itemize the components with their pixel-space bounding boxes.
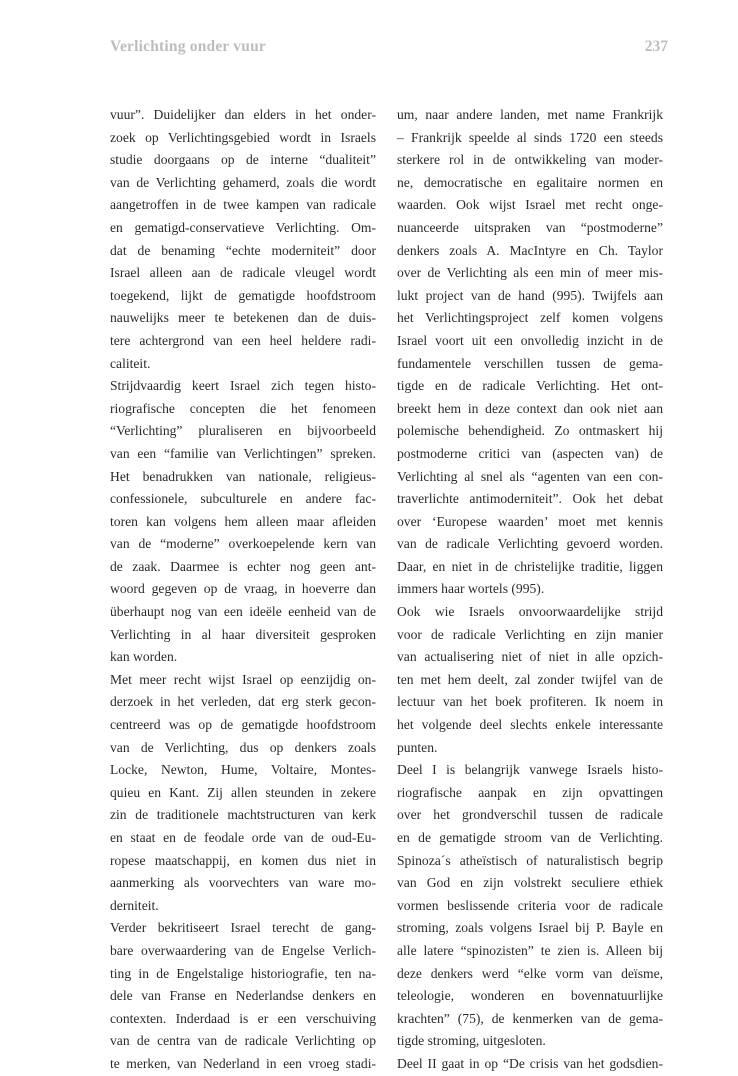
text-line: te merken, van Nederland in een vroeg stadi- <box>110 1055 376 1071</box>
text-line: Israel voort uit een onvolledig inzicht in de <box>397 332 663 348</box>
text-line: tigde en de radicale Verlichting. Het ont- <box>397 378 663 394</box>
text-line: over de Verlichting als een min of meer mis- <box>397 265 663 281</box>
text-line: Locke, Newton, Hume, Voltaire, Montes- <box>110 762 376 778</box>
text-line: lectuur van het boek profiteren. Ik noem in <box>397 694 663 710</box>
text-column-left <box>110 104 376 1076</box>
text-line: nauwelijks meer te betekenen dan de duis- <box>110 310 376 326</box>
text-line: toegekend, lijkt de gematigde hoofdstroom <box>110 287 376 303</box>
text-line: aanmerking als voorvechters van ware mo- <box>110 875 376 891</box>
text-line: riografische concepten die het fenomeen <box>110 400 376 416</box>
text-line: en staat en de feodale orde van de oud-Eu- <box>110 830 376 845</box>
text-line: deze denkers werd “elke vorm van deïsme, <box>397 965 663 981</box>
text-line: tere achtergrond van een heel heldere radi- <box>110 332 376 348</box>
text-line: Verlichting in al haar diversiteit gesproken <box>110 626 376 642</box>
text-line: vormen beslissende criteria voor de radicale <box>397 897 663 913</box>
text-line: kan worden. <box>110 649 178 665</box>
text-line: derniteit. <box>110 897 159 913</box>
text-line: contexten. Inderdaad is er een verschuiving <box>110 1010 376 1026</box>
text-line: over het grondverschil tussen de radicale <box>397 807 663 823</box>
text-line: Deel I is belangrijk vanwege Israels histo- <box>397 762 663 778</box>
text-line: van een “familie van Verlichtingen” spreken. <box>110 445 376 461</box>
text-line: fundamentele verschillen tussen de gema- <box>397 355 663 371</box>
text-line: tigde stroming, uitgesloten. <box>397 1033 546 1049</box>
text-line: denkers zoals A. MacIntyre en Ch. Taylor <box>397 242 663 258</box>
text-line: toren kan volgens hem alleen maar afleiden <box>110 513 376 529</box>
text-line: riografische aanpak en zijn opvattingen <box>397 784 663 800</box>
text-line: Deel II gaat in op “De crisis van het godsdien- <box>397 1055 663 1071</box>
text-line: aangetroffen in de twee kampen van radicale <box>110 197 376 213</box>
text-line: breekt hem in deze context dan ook niet aan <box>397 400 663 416</box>
text-line: Strijdvaardig keert Israel zich tegen histo- <box>110 378 376 394</box>
text-line: Ook wie Israels onvoorwaardelijke strijd <box>397 604 663 620</box>
text-line: überhaupt nog van een ideële eenheid van de <box>110 604 376 620</box>
text-line: traverlichte antimoderniteit”. Ook het debat <box>397 491 663 507</box>
text-line: nuanceerde uitspraken van “postmoderne” <box>397 219 663 235</box>
text-line: Daar, en niet in de christelijke traditie, liggen <box>397 558 663 574</box>
text-line: van God en zijn volstrekt seculiere ethiek <box>397 875 663 891</box>
text-line: over ‘Europese waarden’ moet met kennis <box>397 513 663 529</box>
text-line: Verder bekritiseert Israel terecht de gang- <box>110 920 376 936</box>
text-line: teleologie, wonderen en bovennatuurlijke <box>397 988 663 1004</box>
text-line: zoek op Verlichtingsgebied wordt in Israels <box>110 129 376 145</box>
text-line: van actualisering niet of niet in alle opzich- <box>397 649 663 665</box>
text-line: de zaak. Daarmee is echter nog geen ant- <box>110 558 376 574</box>
text-line: quieu en Kant. Zij allen steunden in zekere <box>110 784 376 800</box>
text-line: postmoderne critici van (aspecten van) de <box>397 445 663 461</box>
text-line: woord gegeven op de vraag, in hoeverre dan <box>110 581 376 597</box>
text-line: sterkere rol in de ontwikkeling van moder- <box>397 152 663 168</box>
text-line: ropese maatschappij, en komen dus niet in <box>110 852 376 868</box>
text-line: um, naar andere landen, met name Frankrijk <box>397 107 663 122</box>
text-line: ne, democratische en egalitaire normen en <box>397 174 663 190</box>
text-line: Verlichting al snel als “agenten van een con- <box>397 468 663 484</box>
text-column-right <box>397 104 663 1076</box>
text-line: ting in de Engelstalige historiografie, ten na- <box>110 965 376 981</box>
text-line: van de radicale Verlichting gevoerd worden. <box>397 536 663 552</box>
running-title: Verlichting onder vuur <box>110 38 266 55</box>
text-line: lukt project van de hand (995). Twijfels aan <box>397 287 663 303</box>
text-line: immers haar wortels (995). <box>397 581 545 597</box>
text-line: – Frankrijk speelde al sinds 1720 een steeds <box>397 129 663 145</box>
text-line: confessionele, subculturele en andere fac- <box>110 491 376 507</box>
text-line: dele van Franse en Nederlandse denkers en <box>110 988 376 1004</box>
text-line: van de “moderne” overkoepelende kern van <box>110 536 376 552</box>
text-line: krachten” (75), de kenmerken van de gema- <box>397 1010 663 1026</box>
text-line: voor de radicale Verlichting en zijn manier <box>397 626 663 642</box>
text-line: ten met hem deelt, zal zonder twijfel van de <box>397 671 663 687</box>
text-line: “Verlichting” pluraliseren en bijvoorbeeld <box>110 423 376 439</box>
text-line: derzoek in het verleden, dat erg sterk gecon- <box>110 694 376 710</box>
text-line: waarden. Ook wijst Israel met recht onge- <box>397 197 663 213</box>
text-line: polemische behendigheid. Zo ontmaskert hij <box>397 423 663 439</box>
text-line: dat de benaming “echte moderniteit” door <box>110 242 376 258</box>
text-line: Israel alleen aan de radicale vleugel wordt <box>110 265 376 281</box>
text-line: alle latere “spinozisten” te zien is. Alleen bij <box>397 942 663 958</box>
text-line: stroming, zoals volgens Israel bij P. Bayle en <box>397 920 663 936</box>
text-line: het volgende deel slechts enkele interessante <box>397 717 663 733</box>
text-line: het Verlichtingsproject zelf komen volgens <box>397 310 663 326</box>
text-line: studie doorgaans op de interne “dualiteit” <box>110 152 376 168</box>
text-line: van de Verlichting, dus op denkers zoals <box>110 739 376 755</box>
text-line: punten. <box>397 739 438 755</box>
text-line: en de gematigde stroom van de Verlichting. <box>397 830 663 845</box>
page-number: 237 <box>644 38 668 55</box>
text-line: Met meer recht wijst Israel op eenzijdig on- <box>110 671 376 687</box>
text-line: van de Verlichting gehamerd, zoals die wordt <box>110 174 376 190</box>
text-line: bare overwaardering van de Engelse Verlich- <box>110 942 376 958</box>
text-line: Spinoza´s atheïstisch of naturalistisch begrip <box>397 852 663 868</box>
text-line: van de centra van de radicale Verlichting op <box>110 1033 376 1049</box>
text-line: zin de traditionele machtstructuren van kerk <box>110 807 376 823</box>
text-line: vuur”. Duidelijker dan elders in het onder- <box>110 107 376 122</box>
text-line: centreerd was op de gematigde hoofdstroom <box>110 717 376 733</box>
text-line: en gematigd-conservatieve Verlichting. Om- <box>110 219 376 235</box>
text-line: Het benadrukken van nationale, religieus- <box>110 468 376 484</box>
text-line: caliteit. <box>110 355 151 371</box>
